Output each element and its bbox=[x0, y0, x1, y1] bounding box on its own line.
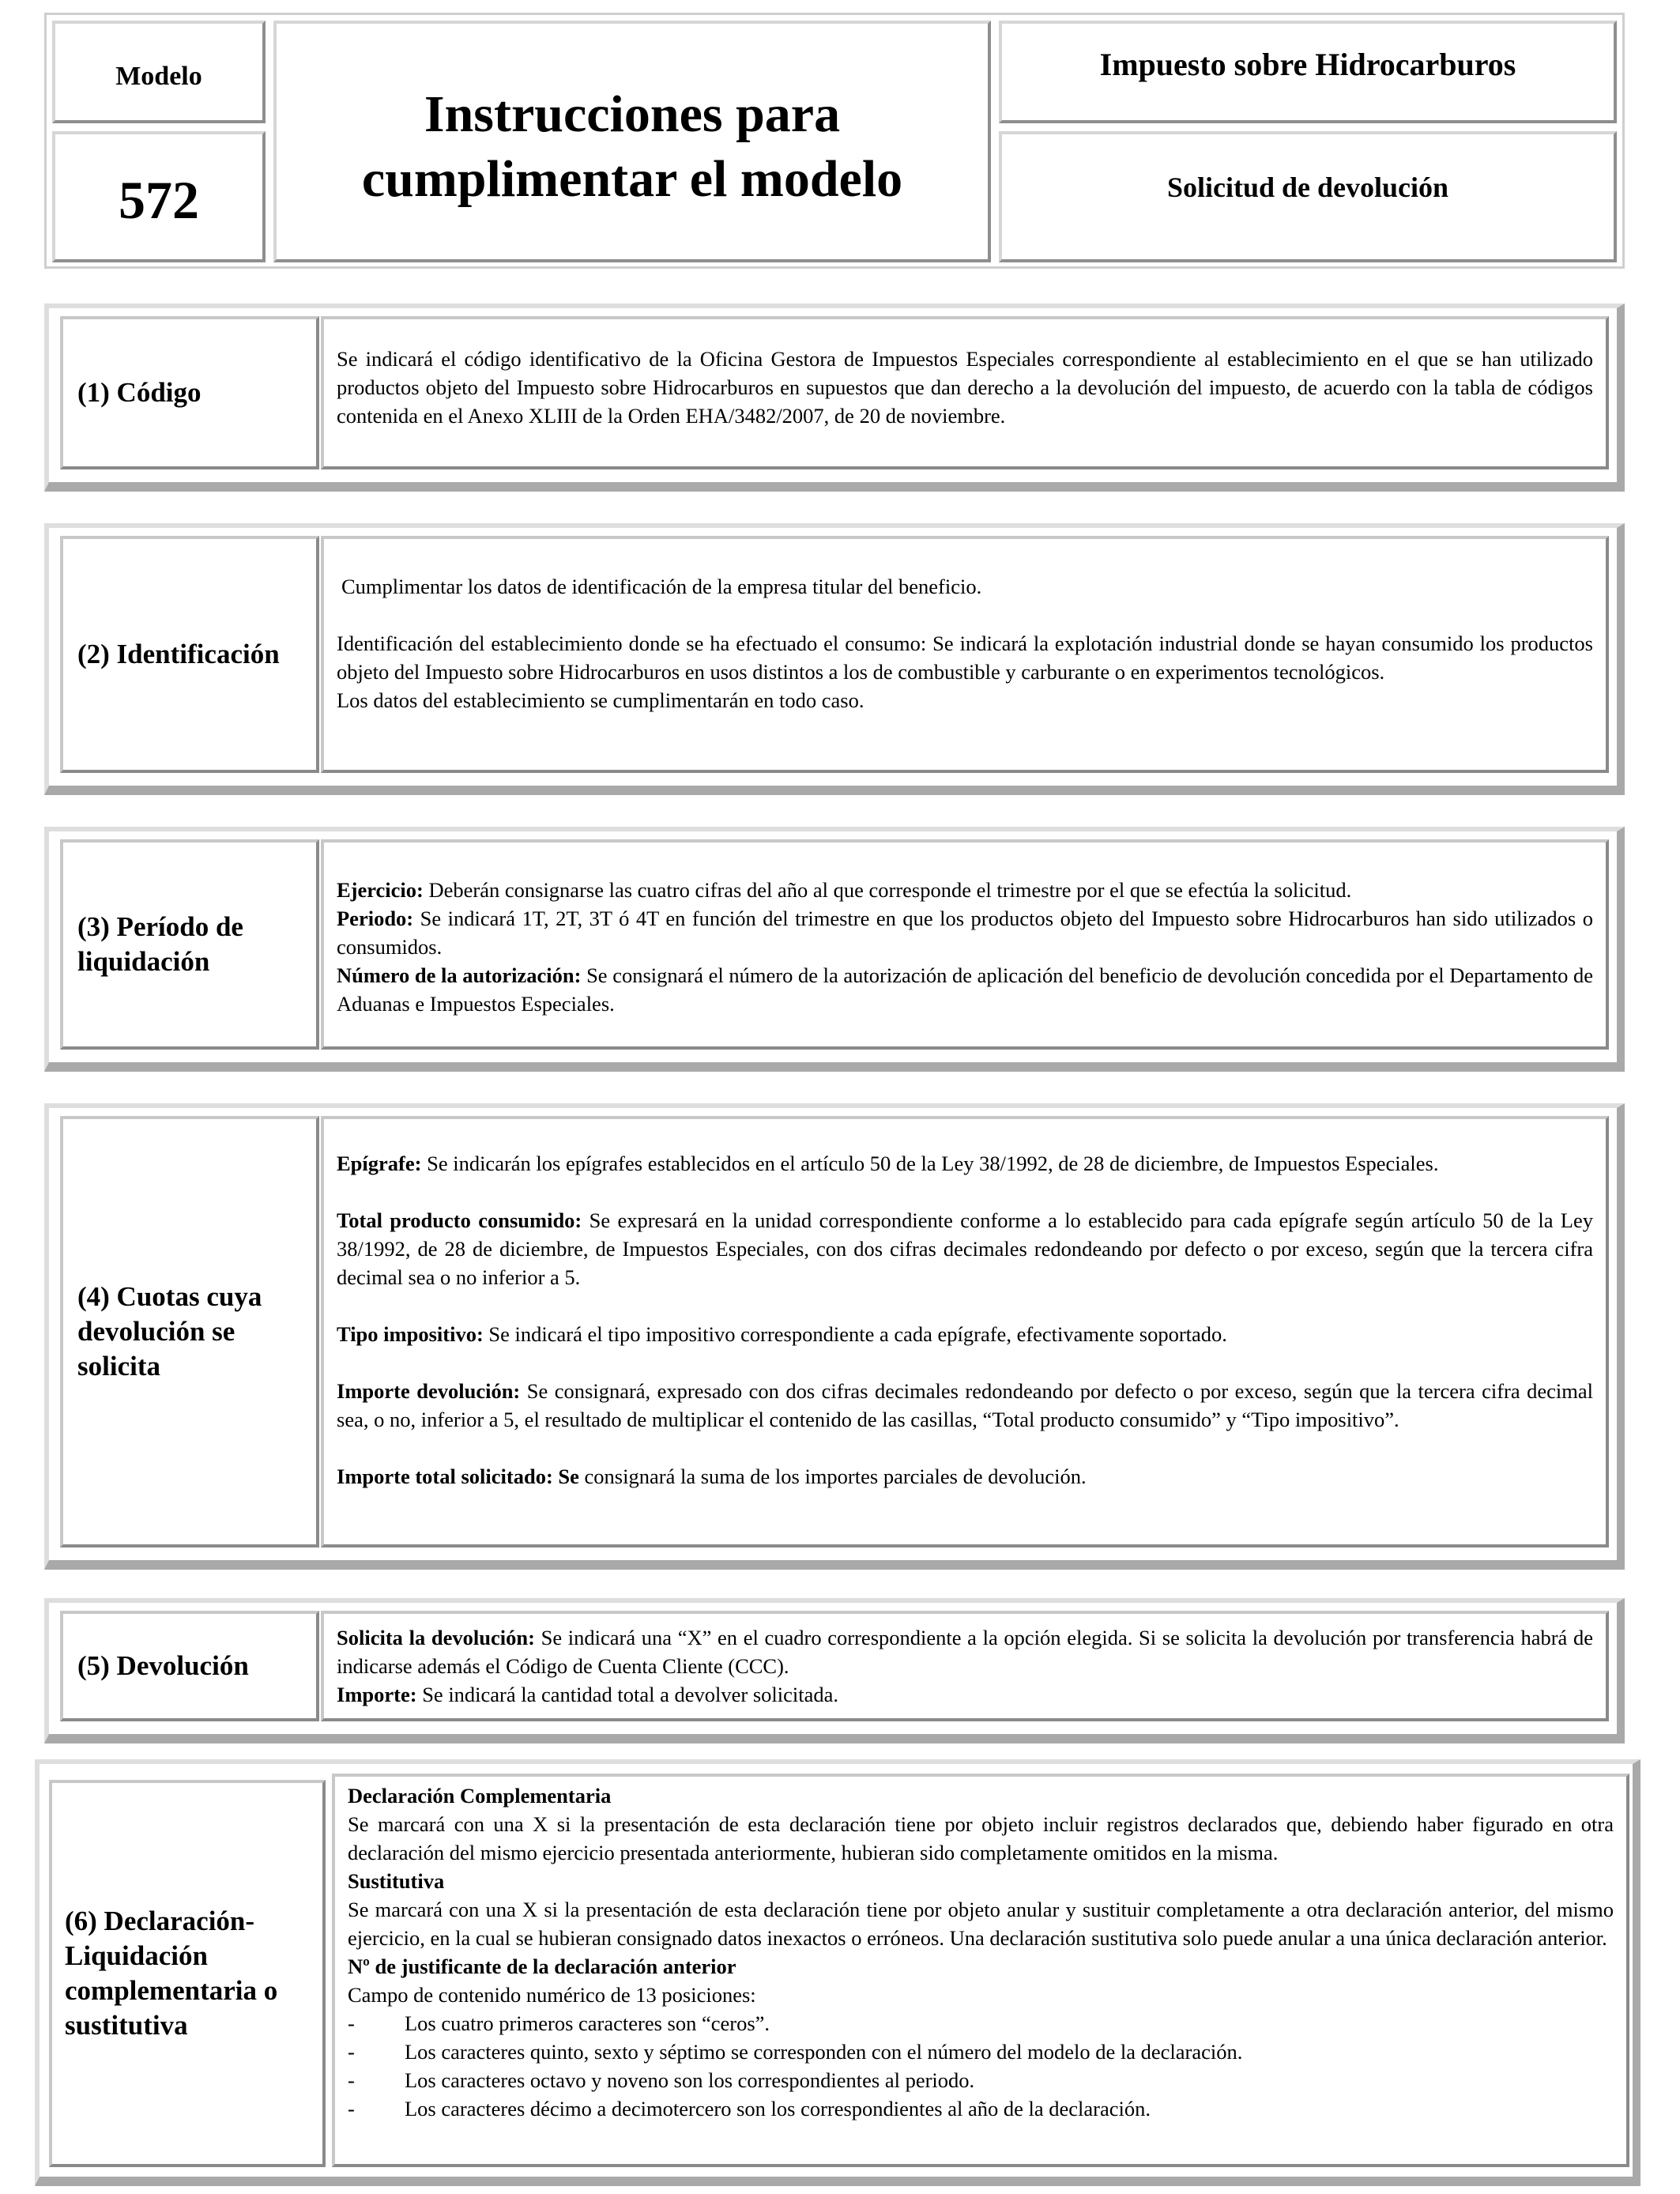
section-cuotas-label-text: (4) Cuotas cuya devolución se solicita bbox=[77, 1281, 262, 1382]
title-line-2: cumplimentar el modelo bbox=[361, 150, 903, 208]
section-periodo-label bbox=[60, 839, 319, 1050]
subtitle: Solicitud de devolución bbox=[1166, 172, 1449, 203]
epigrafe-row bbox=[337, 1149, 1593, 1178]
bullet-text: Los caracteres quinto, sexto y séptimo se corresponden con el número del modelo de la declaración. bbox=[405, 2040, 1243, 2064]
codigo-text: Se indicará el código identificativo de la Oficina Gestora de Impuestos Especiales correspondiente al establecimiento en el que se han utilizado productos objeto del Impuesto sobre Hidrocarburos en supuestos que dan derecho a la devolución del impuesto, de acuerdo con la tabla de códigos contenida en el Anexo XLIII de la Orden EHA/3482/2007, de 20 de noviembre. bbox=[337, 347, 1593, 428]
total-text: Se expresará en la unidad correspondiente conforme a lo establecido para cada epígrafe según artículo 50 de la Ley 38/1992, de 28 de diciembre, de Impuestos Especiales, con dos cifras decimales redondeando por defecto o por exceso, según que la tercera cifra decimal sea o no inferior a 5. bbox=[337, 1208, 1593, 1289]
section-identificacion-content bbox=[321, 536, 1609, 773]
periodo-text: Se indicará 1T, 2T, 3T ó 4T en función del trimestre en que los productos objeto del Impuesto sobre Hidrocarburos han sido utilizados o consumidos. bbox=[337, 907, 1593, 959]
justificante-bullet-3 bbox=[348, 2066, 1614, 2094]
bullet-marker: - bbox=[348, 2097, 355, 2120]
importe-row bbox=[337, 1377, 1593, 1434]
identificacion-p2: Identificación del establecimiento donde se ha efectuado el consumo: Se indicará la explotación industrial donde se hayan consumido los productos objeto del Impuesto sobre Hidrocarburos en usos distintos a los de combustible y carburante o en experimentos tecnológicos. bbox=[337, 631, 1593, 684]
importe-text: Se consignará, expresado con dos cifras decimales redondeando por defecto o por exceso, según que la tercera cifra decimal sea, o no, inferior a 5, el resultado de multiplicar el contenido de las casillas, “Total producto consumido” y “Tipo impositivo”. bbox=[337, 1379, 1594, 1431]
sustitutiva-text: Se marcará con una X si la presentación de esta declaración tiene por objeto anular y sustituir completamente a otra declaración anterior, del mismo ejercicio, en la cual se hubieran consignado datos inexactos o erróneos. Una declaración sustitutiva solo puede anular a una única declaración anterior. bbox=[348, 1898, 1614, 1950]
solicita-row bbox=[337, 1623, 1593, 1680]
identificacion-p3: Los datos del establecimiento se cumplimentarán en todo caso. bbox=[337, 688, 864, 712]
modelo-number-box bbox=[52, 131, 266, 262]
section-devolucion-content bbox=[321, 1611, 1609, 1721]
section-codigo-content bbox=[321, 316, 1609, 469]
section-cuotas-label bbox=[60, 1116, 319, 1547]
autorizacion-row bbox=[337, 961, 1593, 1018]
complementaria-title: Declaración Complementaria bbox=[348, 1784, 612, 1808]
identificacion-p1: Cumplimentar los datos de identificación de la empresa titular del beneficio. bbox=[341, 575, 982, 598]
bullet-text: Los caracteres octavo y noveno son los correspondientes al periodo. bbox=[405, 2068, 975, 2092]
tipo-term: Tipo impositivo: bbox=[337, 1322, 484, 1346]
importe-total-text: consignará la suma de los importes parciales de devolución. bbox=[584, 1465, 1087, 1488]
bullet-marker: - bbox=[348, 2011, 355, 2035]
epigrafe-text: Se indicarán los epígrafes establecidos en el artículo 50 de la Ley 38/1992, de 28 de diciembre, de Impuestos Especiales. bbox=[427, 1152, 1439, 1175]
periodo-term: Periodo: bbox=[337, 907, 414, 930]
modelo-label: Modelo bbox=[115, 62, 202, 91]
subtitle-box bbox=[999, 131, 1617, 262]
section-periodo-label-text: (3) Período de liquidación bbox=[77, 911, 243, 977]
section-devolucion-label-text: (5) Devolución bbox=[77, 1650, 249, 1681]
devolucion-importe-text: Se indicará la cantidad total a devolver solicitada. bbox=[422, 1683, 839, 1706]
tipo-text: Se indicará el tipo impositivo correspondiente a cada epígrafe, efectivamente soportado. bbox=[488, 1322, 1227, 1346]
bullet-text: Los cuatro primeros caracteres son “ceros”. bbox=[405, 2011, 770, 2035]
section-identificacion-label-text: (2) Identificación bbox=[77, 639, 280, 669]
section-complementaria-label bbox=[49, 1780, 326, 2167]
total-term: Total producto consumido: bbox=[337, 1208, 582, 1232]
page-title bbox=[277, 82, 988, 212]
ejercicio-row bbox=[337, 876, 1593, 904]
sustitutiva-title: Sustitutiva bbox=[348, 1869, 445, 1893]
autorizacion-text: Se consignará el número de la autorización de aplicación del beneficio de devolución concedida por el Departamento de Aduanas e Impuestos Especiales. bbox=[337, 963, 1593, 1016]
ejercicio-text: Deberán consignarse las cuatro cifras del año al que corresponde el trimestre por el que se efectúa la solicitud. bbox=[428, 878, 1352, 902]
justificante-bullet-1 bbox=[348, 2009, 1614, 2038]
devolucion-importe-row bbox=[337, 1680, 1593, 1709]
tipo-row bbox=[337, 1320, 1593, 1348]
solicita-text: Se indicará una “X” en el cuadro correspondiente a la opción elegida. Si se solicita la devolución por transferencia habrá de indicarse además el Código de Cuenta Cliente (CCC). bbox=[337, 1626, 1593, 1678]
section-periodo-content bbox=[321, 839, 1609, 1050]
complementaria-text: Se marcará con una X si la presentación de esta declaración tiene por objeto incluir registros declarados que, debiendo haber figurado en otra declaración del mismo ejercicio presentada anteriormente, hubieran sido completamente omitidos en la misma. bbox=[348, 1812, 1614, 1864]
periodo-row bbox=[337, 904, 1593, 961]
tax-name: Impuesto sobre Hidrocarburos bbox=[1099, 47, 1516, 82]
importe-total-row bbox=[337, 1462, 1593, 1491]
section-codigo-label-text: (1) Código bbox=[77, 377, 202, 408]
section-codigo-label bbox=[60, 316, 319, 469]
section-complementaria-content bbox=[332, 1774, 1629, 2167]
total-row bbox=[337, 1206, 1593, 1291]
solicita-term: Solicita la devolución: bbox=[337, 1626, 535, 1649]
tax-name-box bbox=[999, 21, 1617, 123]
section-complementaria-label-text: (6) Declaración-Liquidación complementaria o sustitutiva bbox=[65, 1906, 278, 2041]
devolucion-importe-term: Importe: bbox=[337, 1683, 417, 1706]
justificante-title: Nº de justificante de la declaración anterior bbox=[348, 1955, 736, 1978]
modelo-number: 572 bbox=[119, 170, 199, 230]
bullet-marker: - bbox=[348, 2068, 355, 2092]
epigrafe-term: Epígrafe: bbox=[337, 1152, 422, 1175]
section-cuotas-content bbox=[321, 1116, 1609, 1547]
importe-total-term: Importe total solicitado: Se bbox=[337, 1465, 579, 1488]
section-devolucion-label bbox=[60, 1611, 319, 1721]
bullet-marker: - bbox=[348, 2040, 355, 2064]
modelo-label-box bbox=[52, 21, 266, 123]
justificante-bullet-4 bbox=[348, 2094, 1614, 2123]
importe-term: Importe devolución: bbox=[337, 1379, 521, 1403]
justificante-bullet-2 bbox=[348, 2038, 1614, 2066]
title-box bbox=[273, 21, 991, 262]
ejercicio-term: Ejercicio: bbox=[337, 878, 424, 902]
section-identificacion-label bbox=[60, 536, 319, 773]
autorizacion-term: Número de la autorización: bbox=[337, 963, 582, 987]
bullet-text: Los caracteres décimo a decimotercero son los correspondientes al año de la declaración. bbox=[405, 2097, 1151, 2120]
title-line-1: Instrucciones para bbox=[424, 85, 841, 143]
justificante-intro: Campo de contenido numérico de 13 posiciones: bbox=[348, 1983, 756, 2007]
